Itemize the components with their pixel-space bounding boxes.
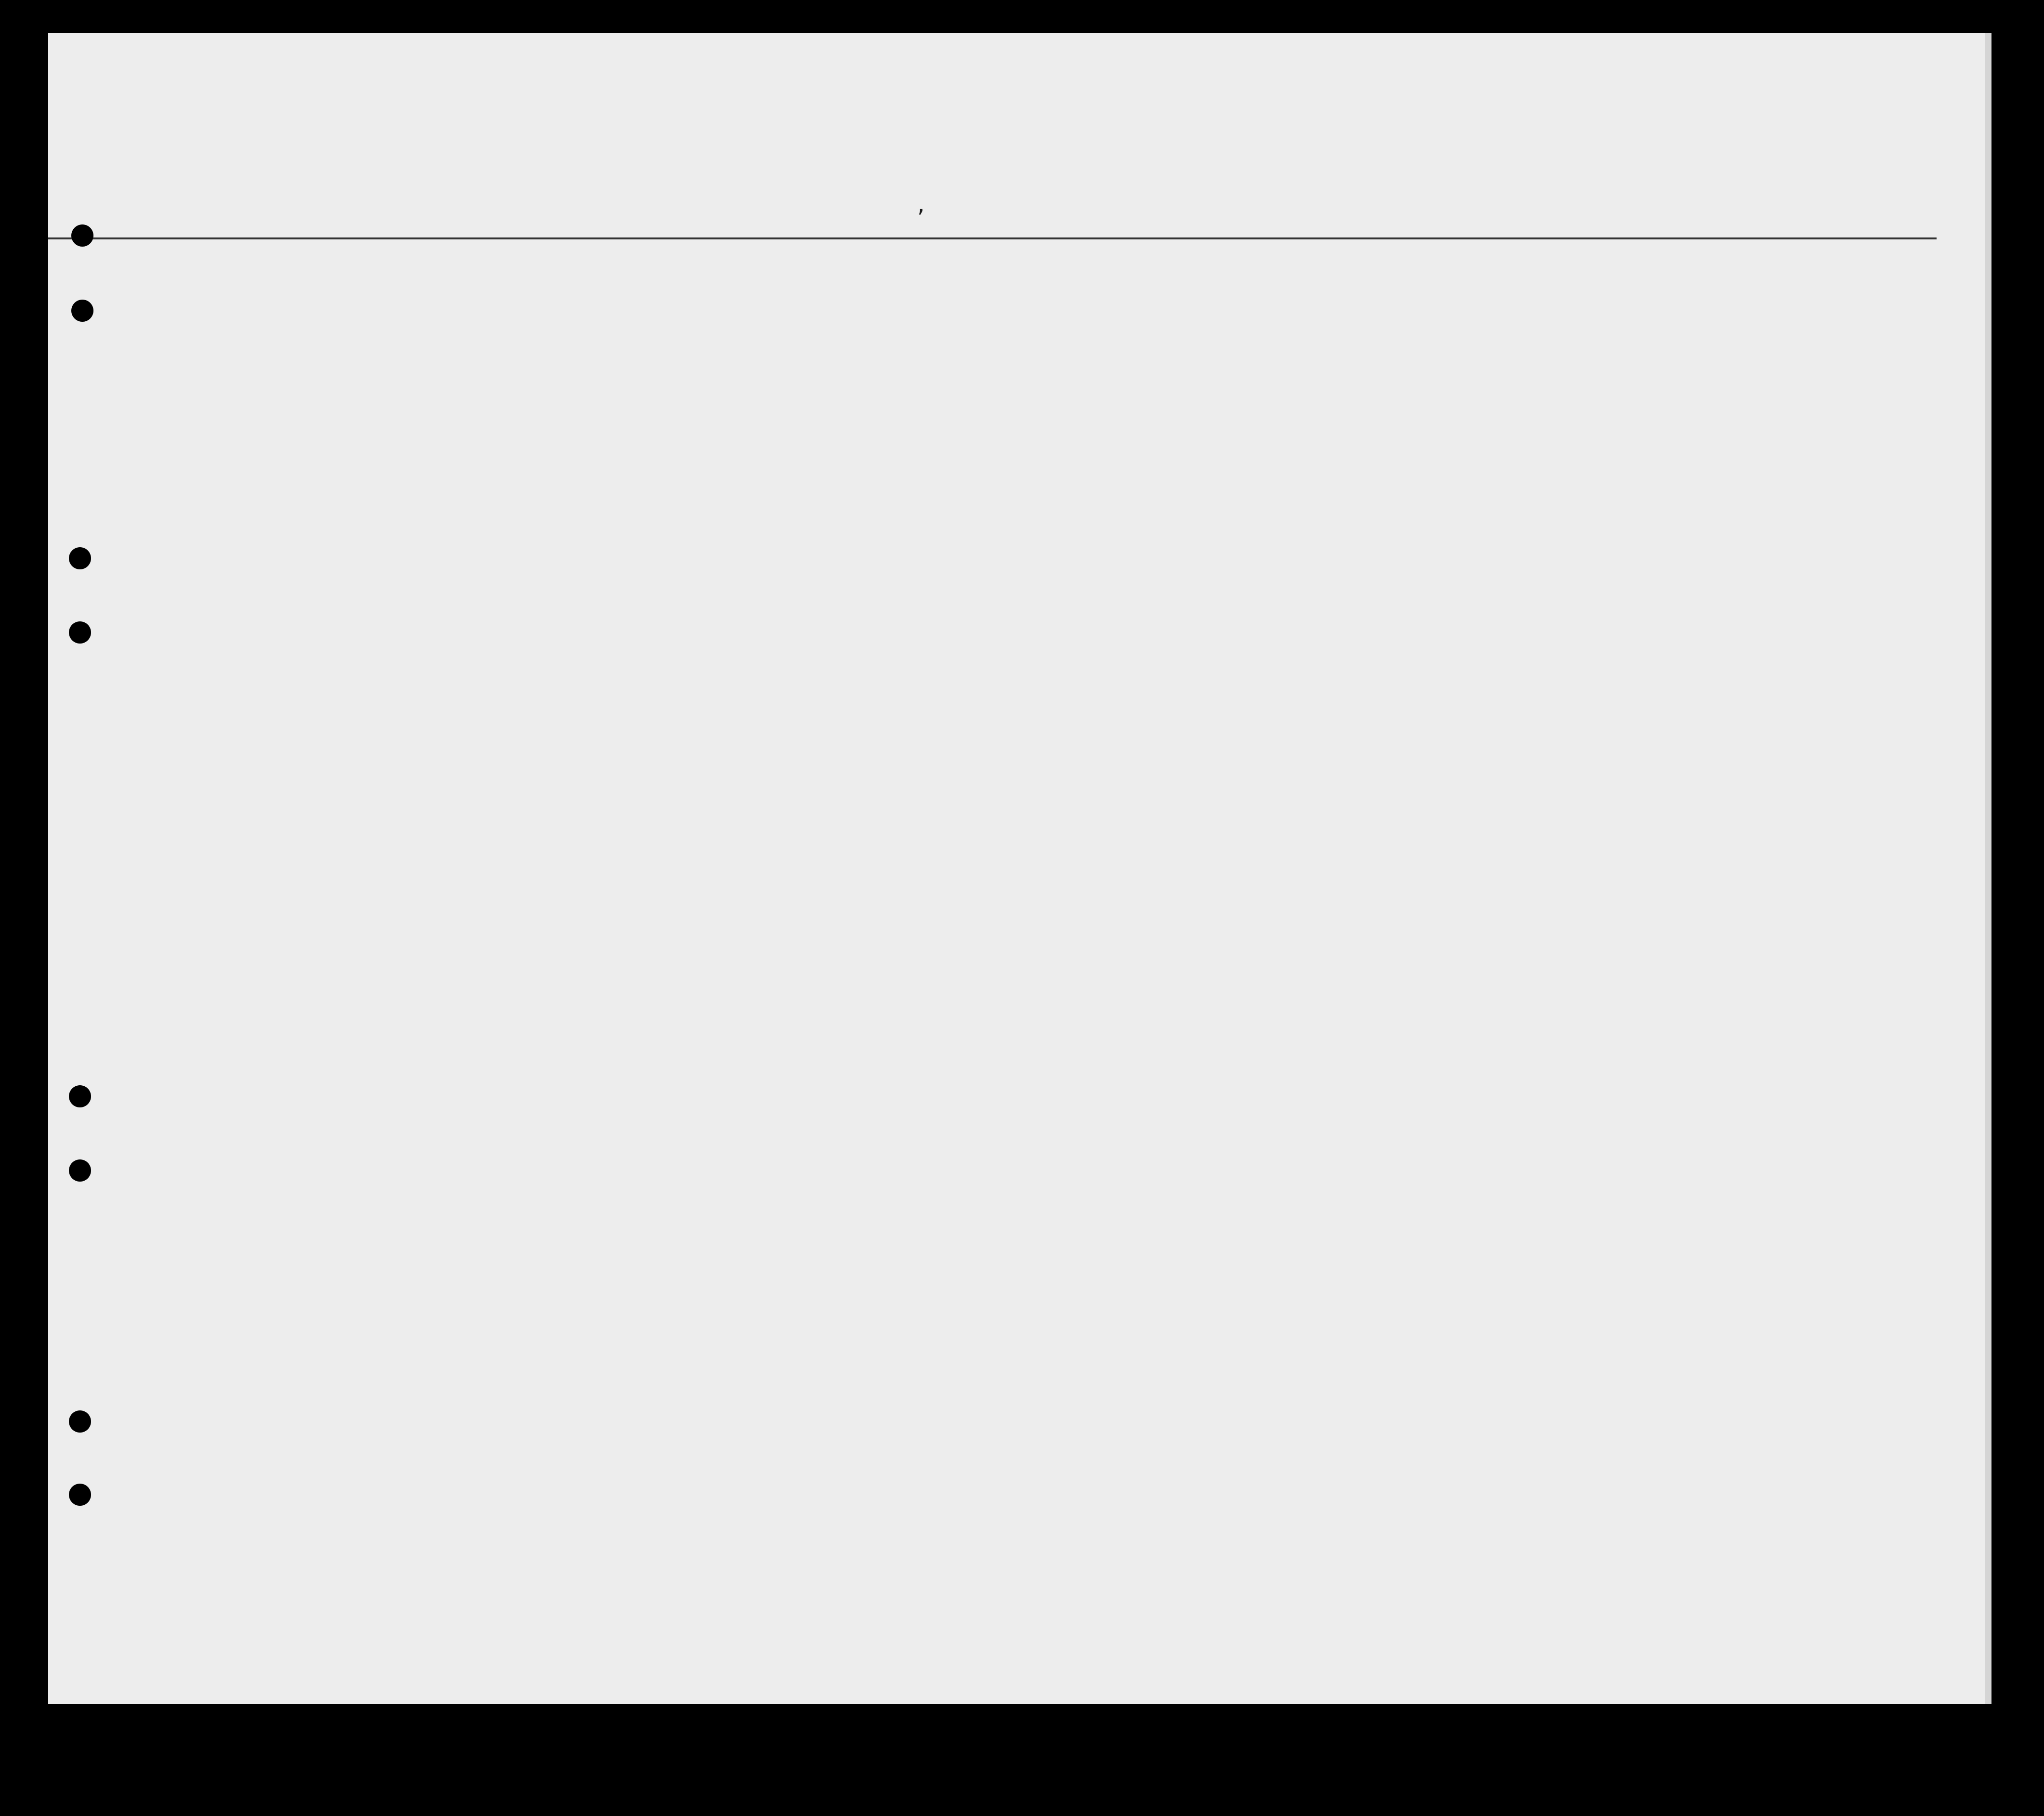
binder-hole — [69, 1410, 91, 1433]
binder-hole — [69, 1159, 91, 1182]
binder-hole — [69, 621, 91, 644]
binder-hole — [69, 547, 91, 569]
binder-hole — [69, 1484, 91, 1506]
table-grid — [48, 33, 1985, 1704]
binder-hole — [69, 1085, 91, 1107]
binder-hole — [71, 300, 93, 322]
manifest-sheet: , — [48, 33, 1991, 1704]
binder-hole — [71, 224, 93, 247]
